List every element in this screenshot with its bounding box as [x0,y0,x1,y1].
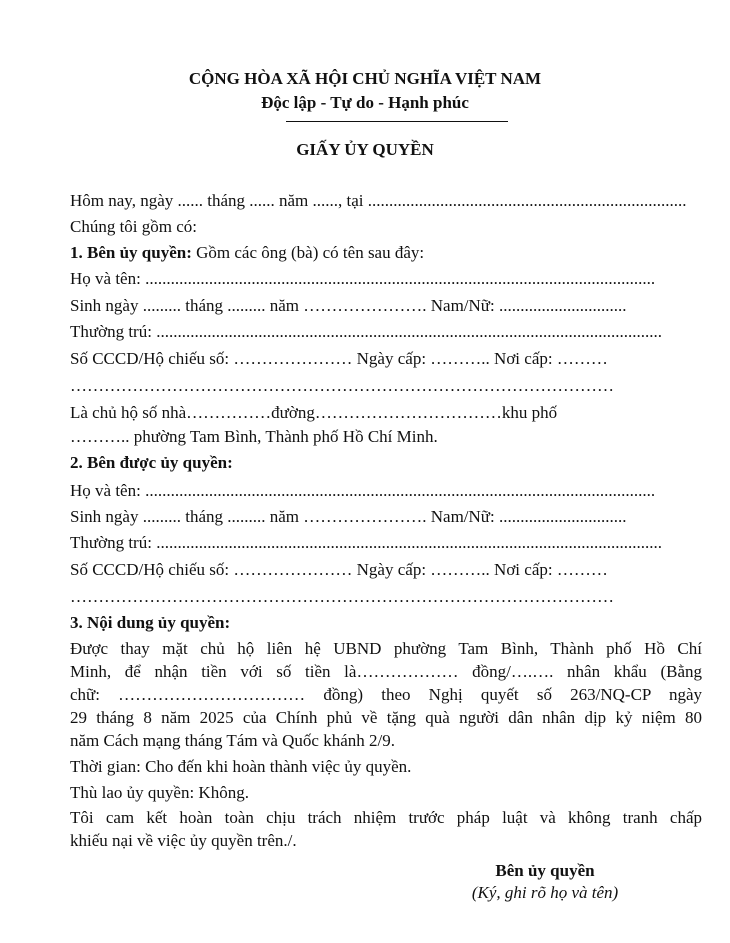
party1-heading: 1. Bên ủy quyền: [70,243,192,262]
party1-heading-rest: Gồm các ông (bà) có tên sau đây: [191,243,425,262]
party1-id-line: Số CCCD/Hộ chiếu số: ………………… Ngày cấp: ……….. Nơi cấp: ……… [70,349,608,368]
signature-title: Bên ủy quyền [495,861,595,880]
party1-ward-line: ……….. phường Tam Bình, Thành phố Hồ Chí Minh. [70,427,438,446]
fee-line: Thù lao ủy quyền: Không. [70,783,249,802]
content-paragraph-line: năm Cách mạng tháng Tám và Quốc khánh 2/9. [70,731,395,750]
party1-dots-line: …………………………………………………………………………………… [70,376,614,395]
signature-note: (Ký, ghi rõ họ và tên) [471,883,619,902]
content-paragraph-line: Minh, để nhận tiền với số tiền là……………… đồng/….…. nhân khẩu (Bằng [70,662,702,681]
date-location-line: Hôm nay, ngày ...... tháng ...... năm ......, tại ........................................................................... [70,191,687,210]
country-heading: CỘNG HÒA XÃ HỘI CHỦ NGHĨA VIỆT NAM [188,69,542,88]
header-divider [286,121,508,122]
party2-id-line: Số CCCD/Hộ chiếu số: ………………… Ngày cấp: ……….. Nơi cấp: ……… [70,560,608,579]
party1-residence-line: Thường trú: ....................................................................................................................... [70,322,662,341]
party1-owner-line: Là chủ hộ số nhà……………đường……………………………khu phố [70,403,558,422]
party2-residence-line: Thường trú: ....................................................................................................................... [70,533,662,552]
content-paragraph-line: 29 tháng 8 năm 2025 của Chính phủ về tặng quà người dân nhân dịp kỷ niệm 80 [70,708,702,727]
commitment-line: khiếu nại về việc ủy quyền trên./. [70,831,297,850]
party2-heading: 2. Bên được ủy quyền: [70,453,233,472]
commitment-line: Tôi cam kết hoàn toàn chịu trách nhiệm trước pháp luật và không tranh chấp [70,808,702,827]
content-paragraph-line: chữ: …………………………… đồng) theo Nghị quyết số 263/NQ-CP ngày [70,685,702,704]
party2-birth-line: Sinh ngày ......... tháng ......... năm …………………. Nam/Nữ: .............................. [70,507,627,526]
motto: Độc lập - Tự do - Hạnh phúc [261,93,469,112]
party2-name-line: Họ và tên: ........................................................................................................................ [70,481,656,500]
parties-intro: Chúng tôi gồm có: [70,217,198,236]
time-line: Thời gian: Cho đến khi hoàn thành việc ủy quyền. [70,757,412,776]
document-title: GIẤY ỦY QUYỀN [296,140,434,159]
party1-heading-line [70,242,424,264]
content-paragraph-line: Được thay mặt chủ hộ liên hệ UBND phường Tam Bình, Thành phố Hồ Chí [70,639,702,658]
party2-dots-line: …………………………………………………………………………………… [70,587,614,606]
party1-name-line: Họ và tên: ........................................................................................................................ [70,269,656,288]
content-heading: 3. Nội dung ủy quyền: [70,613,231,632]
party1-birth-line: Sinh ngày ......... tháng ......... năm …………………. Nam/Nữ: .............................. [70,296,627,315]
